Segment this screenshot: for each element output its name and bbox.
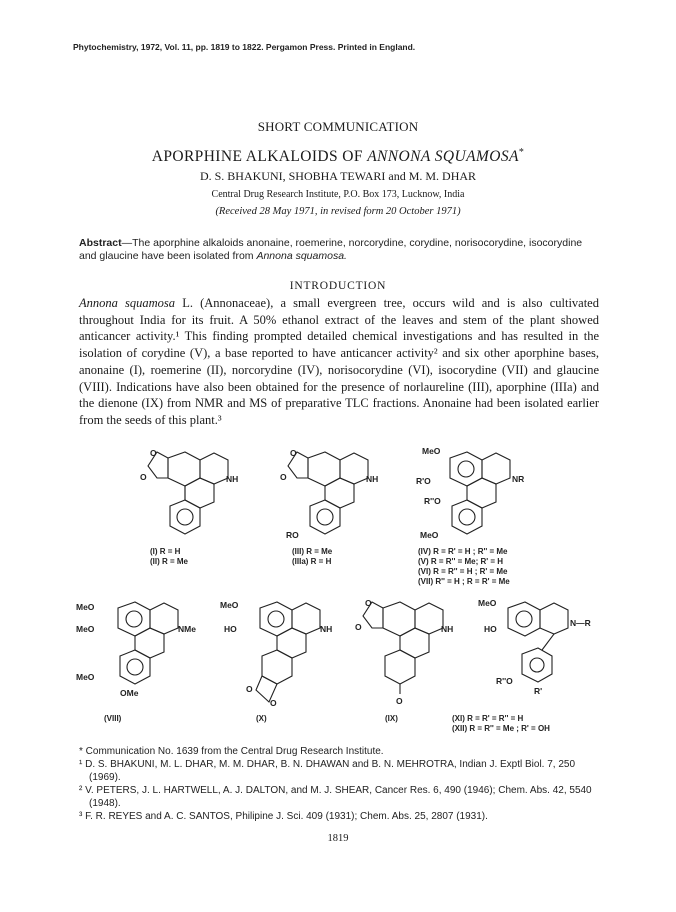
abstract	[79, 237, 599, 262]
intro-text: L. (Annonaceae), a small evergreen tree, occurs wild and is also cultivated throughout India for its fruit. A 50% ethanol extract of the leaves and stem of the plant showed anticancer activity.¹ This finding prompted detailed chemical investigations and has resulted in the isolation of corydine (V), a base reported to have anticancer activity² and six other aporphine bases, anonaine (I), roemerine (II), norcorydine (IV), norisocorydine (VI), isocorydine (VII) and glaucine (VIII). Indications have also been obtained for the presence of norlaureline (III), aporphine (IIIa) and the dienone (IX) from NMR and MS of preparative TLC fractions. Anonaine had been isolated earlier from the seeds of this plant.³	[79, 296, 599, 427]
structure-dienone	[345, 598, 465, 708]
caption-XI-XII	[452, 714, 550, 734]
structure-glaucine	[76, 598, 200, 708]
s4-meo-3: MeO	[76, 672, 95, 682]
caption-line: (XI) R = R' = R'' = H	[452, 714, 524, 723]
s5-oxygen-1: O	[246, 684, 253, 694]
footnote: ³ F. R. REYES and A. C. SANTOS, Philipine J. Sci. 409 (1931); Chem. Abs. 25, 2807 (1931).	[79, 811, 488, 822]
s1-oxygen-bottom: O	[140, 472, 147, 482]
page-number: 1819	[327, 833, 349, 844]
authors: D. S. BHAKUNI, SHOBHA TEWARI and M. M. DHAR	[199, 169, 477, 183]
received-dates: (Received 28 May 1971, in revised form 20 October 1971)	[215, 206, 461, 217]
s7-meo: MeO	[478, 598, 497, 608]
footnotes	[79, 745, 599, 823]
caption-line: (III) R = Me	[292, 547, 333, 556]
caption-line: (IV) R = R' = H ; R'' = Me	[418, 547, 508, 556]
s7-nr: N—R	[570, 618, 591, 628]
s7-ho: HO	[484, 624, 497, 634]
s5-oxygen-2: O	[270, 698, 277, 708]
footnote: ¹ D. S. BHAKUNI, M. L. DHAR, M. M. DHAR, B. N. DHAWAN and B. N. MEHROTRA, Indian J. Exptl Biol. 7, 250 (1969).	[79, 759, 576, 783]
s4-meo-1: MeO	[76, 602, 95, 612]
structure-X	[222, 598, 342, 708]
s1-nh-label: NH	[226, 474, 239, 484]
caption-III-IIIa	[292, 547, 332, 567]
caption-X: (X)	[256, 714, 267, 723]
title-footnote-mark: *	[518, 147, 525, 158]
s6-oxygen-ketone: O	[396, 696, 403, 706]
s3-meo-top: MeO	[422, 446, 441, 456]
affiliation: Central Drug Research Institute, P.O. Box 173, Lucknow, India	[211, 189, 465, 200]
abstract-label: Abstract	[79, 237, 122, 249]
s1-oxygen-top: O	[150, 448, 157, 458]
caption-IV-VII	[418, 547, 510, 587]
s7-r-prime: R'	[534, 686, 543, 696]
structure-corydine-series	[412, 448, 532, 548]
s3-nr-label: NR	[512, 474, 525, 484]
caption-line: (I) R = H	[150, 547, 181, 556]
structure-norlaureline-aporphine	[270, 448, 380, 548]
caption-line: (XII) R = R'' = Me ; R' = OH	[452, 724, 550, 733]
abstract-text: —The aporphine alkaloids anonaine, roemerine, norcorydine, corydine, norisocorydine, isocorydine and glaucine have been isolated from	[79, 237, 583, 262]
s2-nh-label: NH	[366, 474, 379, 484]
abstract-species: Annona squamosa.	[256, 249, 347, 262]
caption-line: (VI) R = R'' = H ; R' = Me	[418, 567, 508, 576]
introduction-heading: INTRODUCTION	[289, 280, 387, 292]
title-species: ANNONA SQUAMOSA	[367, 148, 519, 166]
s4-meo-2: MeO	[76, 624, 95, 634]
paper-title	[0, 147, 676, 166]
introduction-paragraph	[79, 295, 599, 429]
s2-oxygen-top: O	[290, 448, 297, 458]
structure-benzylisoquinoline	[470, 598, 600, 708]
s3-meo-bottom: MeO	[420, 530, 439, 540]
caption-I-II	[150, 547, 188, 567]
s6-oxygen-2: O	[355, 622, 362, 632]
s3-ro-prime: R'O	[416, 476, 431, 486]
caption-VIII: (VIII)	[104, 714, 122, 723]
s6-nh: NH	[441, 624, 454, 634]
journal-header: Phytochemistry, 1972, Vol. 11, pp. 1819 to 1822. Pergamon Press. Printed in England.	[73, 42, 416, 52]
s5-ho: HO	[224, 624, 237, 634]
s5-nh: NH	[320, 624, 333, 634]
s4-ome: OMe	[120, 688, 139, 698]
s3-ro-double-prime: R''O	[424, 496, 441, 506]
caption-line: (VII) R'' = H ; R = R' = Me	[418, 577, 510, 586]
caption-IX: (IX)	[385, 714, 398, 723]
caption-line: (V) R = R'' = Me; R' = H	[418, 557, 504, 566]
caption-line: (IIIa) R = H	[292, 557, 332, 566]
caption-line: (II) R = Me	[150, 557, 189, 566]
s5-meo: MeO	[220, 600, 239, 610]
s2-oxygen-bottom: O	[280, 472, 287, 482]
s2-ro-label: RO	[286, 530, 299, 540]
s7-ro: R''O	[496, 676, 513, 686]
footnote: * Communication No. 1639 from the Central Drug Research Institute.	[79, 746, 384, 757]
footnote: ² V. PETERS, J. L. HARTWELL, A. J. DALTON, and M. J. SHEAR, Cancer Res. 6, 490 (1946); Chem. Abs. 42, 5540 (1948).	[79, 785, 592, 809]
intro-species: Annona squamosa	[79, 296, 176, 310]
structure-anonaine-roemerine	[130, 448, 240, 548]
title-main: APORPHINE ALKALOIDS OF	[151, 148, 368, 166]
s6-oxygen-1: O	[365, 598, 372, 608]
s4-nme: NMe	[178, 624, 196, 634]
section-label: SHORT COMMUNICATION	[257, 119, 419, 134]
